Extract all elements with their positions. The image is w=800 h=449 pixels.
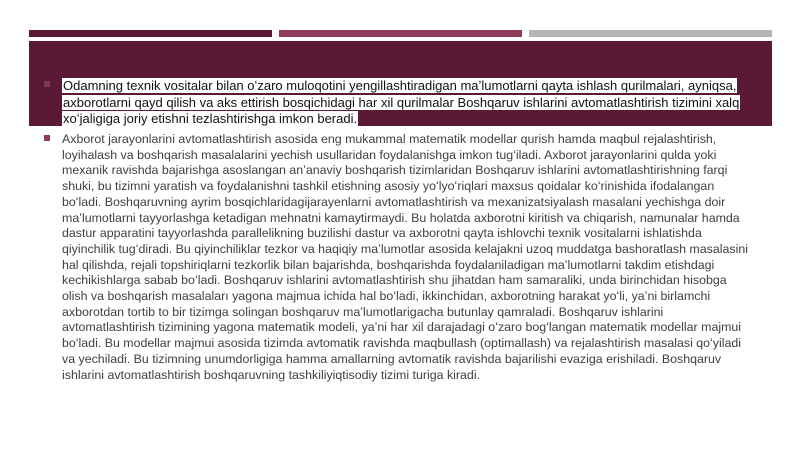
bullet-text-2: Axborot jarayonlarini avtomatlashtirish asosida eng mukammal matematik modellar qurish hamda maqbul rejalashtirish, loyihalash va boshqarish masalalarini yechish usullaridan foydalanishga imkon tugʻiladi. Axborot jarayonlarini qulda yoki mexanik ravishda bajarishga asoslangan anʼanaviy boshqarish tizimlaridan Boshqaruv ishlarini avtomatlashtirishning farqi shuki, bu tizimni yaratish va foydalanishni tashkil etishning asosiy yoʻlyoʻriqlari maxsus qoidalar koʻrinishida ifodalangan boʻladi. Boshqaruvning ayrim bosqichlaridagijarayenlarni avtomatlashtirish va mexanizatsiyalash masalani yechishga doir maʼlumotlarni tayyorlashga ketadigan mehnatni kamaytirmaydi. Bu holatda axborotni kiritish va chiqarish, namunalar hamda dastur apparatini tayyorlashda parallelikning buzilishi dastur va axborotni qayta ishlovchi texnik vositalarni ishlatishda qiyinchilik tugʻdiradi. Bu qiyinchiliklar tezkor va haqiqiy maʼlumotlar asosida kelajakni uzoq muddatga bashoratlash masalasini hal qilishda, rejali topshiriqlarni tezkorlik bilan bajarishda, boshqarishda foydalaniladigan maʼlumotlarni takdim etishdagi kechikishlarga sabab boʻladi. Boshqaruv ishlarini avtomatlashtirish shu jihatdan ham samaraliki, unda birinchidan hisobga olish va boshqarish masalaları yagona majmua ichida hal boʻladi, ikkinchidan, axborotning harakat yoʻli, yaʼni birlamchi axborotdan tortib to bir tizimga solingan boshqaruv maʼlumotlarigacha butunlay qamraladi. Boshqaruv ishlarini avtomatlashtirish tizimining yagona matematik modeli, yaʼni har xil darajadagi oʻzaro bogʻlangan matematik modellar majmui boʻladi. Bu modellar majmui asosida tizimda avtomatik ravishda maqbullash (optimallash) va rejalashtirish masalasi qoʻyiladi va yechiladi. Bu tizimning unumdorligiga hamma amallarning avtomatik ravishda bajarilishi evaziga erishiladi. Boshqaruv ishlarini avtomatlashtirish boshqaruvning tashkiliyiqtisodiy tizimi turiga kiradi.: [62, 132, 748, 382]
decor-bar-3: [529, 30, 772, 37]
decor-bar-1: [29, 30, 272, 37]
bullet-marker-2: [44, 135, 50, 141]
bullet-text-1-content: Odamning texnik vositalar bilan oʻzaro muloqotini yengillashtiradigan maʼlumotlarni qayta ishlash qurilmalari, ayniqsa, axborotlarni qayd qilish va aks ettirish bosqichidagi har xil qurilmalar Boshqaruv ishlarini avtomatlashtirish tizimini xalq xoʻjaligiga joriy etishni tezlashtirishga imkon beradi.: [63, 78, 740, 126]
decor-bar-2: [279, 30, 522, 37]
bullet-text-1: [62, 78, 752, 128]
bullet-marker-1: [44, 81, 50, 87]
